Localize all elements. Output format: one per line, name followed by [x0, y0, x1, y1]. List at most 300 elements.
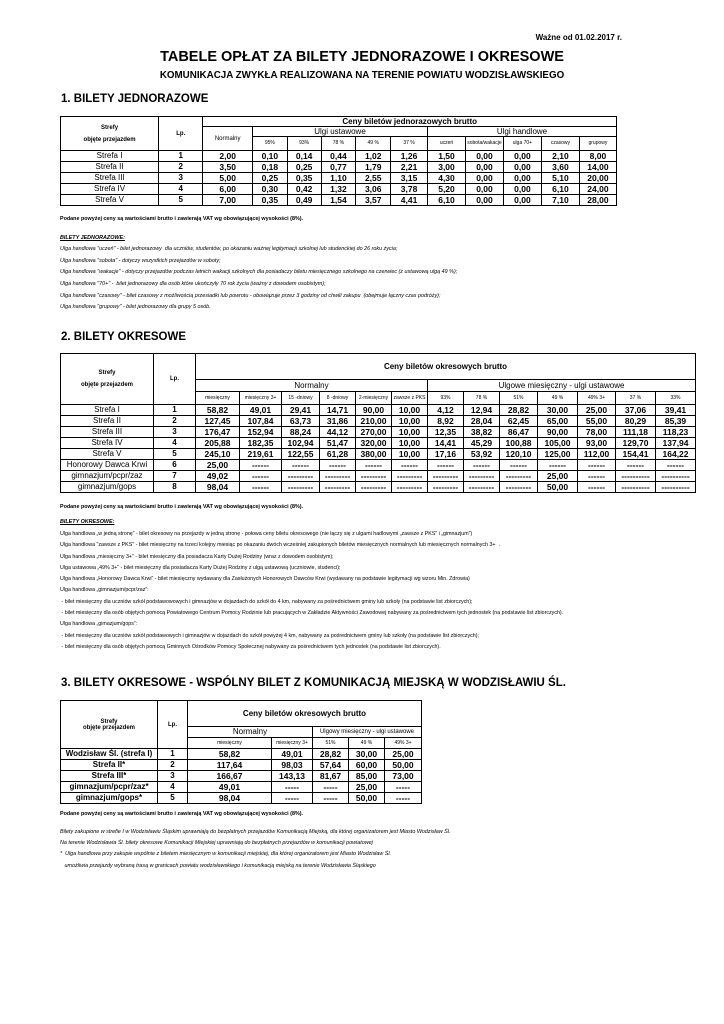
- normal-header: Normalny: [196, 380, 428, 392]
- price-cell: 20,00: [579, 173, 616, 184]
- price-cell: 100,88: [500, 438, 538, 449]
- price-cell: 25,00: [349, 782, 385, 793]
- price-cell: 38,82: [464, 427, 500, 438]
- price-cell: ----------: [616, 482, 656, 493]
- price-cell: 1,79: [356, 162, 391, 173]
- price-cell: 129,70: [616, 438, 656, 449]
- column-subheader: miesięczny: [188, 738, 272, 749]
- normal-header: Normalny: [188, 727, 313, 738]
- price-cell: 152,94: [240, 427, 282, 438]
- price-cell: 4,12: [428, 405, 464, 416]
- price-cell: 90,00: [356, 405, 392, 416]
- legend-line: Ulga handlowa "zawsze z PKS" - bilet miesięczny na trzeci kolejny miesiąc po okazaniu dwóch wcześniej zakupionych biletów miesięcznych normalnych lub miesięcznych normalnych 3+ .: [60, 542, 500, 549]
- price-cell: 80,29: [616, 416, 656, 427]
- row-number: 4: [158, 782, 188, 793]
- price-cell: 88,24: [282, 427, 320, 438]
- table-row: [61, 184, 617, 195]
- row-number: 8: [154, 482, 196, 493]
- column-subheader: 93%: [428, 392, 464, 405]
- column-subheader: miesięczny 3+: [240, 392, 282, 405]
- zone-name: Strefa I: [61, 151, 159, 162]
- table-row: [61, 793, 422, 804]
- price-cell: 270,00: [356, 427, 392, 438]
- table-row: [61, 438, 696, 449]
- price-cell: 120,10: [500, 449, 538, 460]
- price-cell: 0,00: [503, 195, 541, 206]
- column-subheader: miesięczny 3+: [272, 738, 313, 749]
- price-cell: 0,00: [503, 184, 541, 195]
- price-cell: 4,41: [391, 195, 428, 206]
- zone-name: Strefa II*: [61, 760, 158, 771]
- price-cell: 380,00: [356, 449, 392, 460]
- row-number: 1: [158, 749, 188, 760]
- price-cell: 0,44: [321, 151, 356, 162]
- price-cell: ------: [464, 460, 500, 471]
- column-subheader: 8 -dniowy: [320, 392, 356, 405]
- price-cell: 63,73: [282, 416, 320, 427]
- period-tickets-table: [60, 353, 696, 493]
- column-subheader: 78 %: [321, 137, 356, 151]
- price-cell: 117,64: [188, 760, 272, 771]
- price-cell: 25,00: [196, 460, 240, 471]
- zone-name: Wodzisław Śl. (strefa I): [61, 749, 158, 760]
- price-cell: 98,04: [196, 482, 240, 493]
- zone-name: Strefa II: [61, 416, 154, 427]
- row-number: 2: [159, 162, 203, 173]
- row-number: 4: [154, 438, 196, 449]
- price-cell: 143,13: [272, 771, 313, 782]
- price-cell: 0,42: [287, 184, 321, 195]
- price-cell: 7,00: [203, 195, 253, 206]
- price-cell: ------: [392, 460, 428, 471]
- price-cell: 3,78: [391, 184, 428, 195]
- price-cell: 14,71: [320, 405, 356, 416]
- column-subheader: 95%: [252, 137, 287, 151]
- price-cell: 49,01: [188, 782, 272, 793]
- lp-header: Lp.: [154, 354, 196, 405]
- column-subheader: 33%: [656, 392, 696, 405]
- price-cell: 0,49: [287, 195, 321, 206]
- price-cell: ------: [320, 460, 356, 471]
- price-cell: 1,26: [391, 151, 428, 162]
- price-cell: 118,23: [656, 427, 696, 438]
- price-cell: 50,00: [349, 793, 385, 804]
- price-cell: 166,67: [188, 771, 272, 782]
- section-3-vat-note: Podane powyżej ceny są wartościami brutto i zawierają VAT wg obowiązującej wysokości (8%).: [60, 811, 304, 817]
- column-subheader: uczeń: [428, 137, 466, 151]
- price-cell: 0,00: [503, 173, 541, 184]
- price-cell: ---------: [428, 482, 464, 493]
- price-cell: -----: [313, 782, 349, 793]
- row-number: 5: [159, 195, 203, 206]
- column-subheader: 49% 3+: [385, 738, 422, 749]
- price-cell: 28,04: [464, 416, 500, 427]
- valid-from-date: Ważne od 01.02.2017 r.: [535, 33, 622, 42]
- price-cell: ------: [240, 482, 282, 493]
- price-cell: 14,41: [428, 438, 464, 449]
- column-subheader: 37 %: [616, 392, 656, 405]
- price-cell: 73,00: [385, 771, 422, 782]
- price-cell: ---------: [428, 471, 464, 482]
- price-cell: 127,45: [196, 416, 240, 427]
- price-cell: ---------: [464, 482, 500, 493]
- table-row: [61, 405, 696, 416]
- zone-name: Strefa III*: [61, 771, 158, 782]
- table-row: [61, 449, 696, 460]
- price-cell: ------: [240, 460, 282, 471]
- price-cell: 50,00: [385, 760, 422, 771]
- price-cell: 10,00: [392, 449, 428, 460]
- price-cell: 0,00: [465, 184, 503, 195]
- price-cell: ---------: [282, 471, 320, 482]
- legend-line: Ulga handlowa "wakacje" - dotyczy przejazdów podczas letnich wakacji szkolnych dla posiadaczy biletu miesięcznego szkolnego na czerwiec (z ustawową ulgą 49 %);: [60, 269, 458, 276]
- price-cell: 0,14: [287, 151, 321, 162]
- price-cell: 0,30: [252, 184, 287, 195]
- price-cell: 245,10: [196, 449, 240, 460]
- price-cell: 90,00: [538, 427, 578, 438]
- legend-line: Bilety zakupione w strefie I w Wodzisławiu Śląskim uprawniają do bezpłatnych przejazdów Komunikacją Miejską, dla której organizatorem jest Miasto Wodzisław Śl.: [60, 829, 451, 835]
- statutory-discounts-header: Ulgi ustawowe: [252, 127, 427, 137]
- column-subheader: sobota/wakacje: [465, 137, 503, 151]
- column-subheader: 51%: [500, 392, 538, 405]
- price-cell: 205,88: [196, 438, 240, 449]
- price-cell: ------: [616, 460, 656, 471]
- price-cell: 122,55: [282, 449, 320, 460]
- price-cell: 49,01: [240, 405, 282, 416]
- price-cell: 12,35: [428, 427, 464, 438]
- column-subheader: 78 %: [464, 392, 500, 405]
- price-cell: 0,10: [252, 151, 287, 162]
- price-cell: 58,82: [188, 749, 272, 760]
- price-cell: 4,30: [428, 173, 466, 184]
- legend-line: - bilet miesięczny dla uczniów szkół podstawowych i gimnazjów w dojazdach do szkół powyżej 4 km, nabywany za pośrednictwem gminy lub szkoły (na podstawie list zbiorczych);: [60, 632, 479, 639]
- table-row: [61, 482, 696, 493]
- price-cell: ------: [428, 460, 464, 471]
- price-cell: 8,00: [579, 151, 616, 162]
- legend-line: Ulga handlowa "uczeń" - bilet jednorazowy dla uczniów, studentów, po okazaniu ważnej legitymacji szkolnej lub studenckiej do 26 roku życia;: [60, 246, 398, 252]
- prices-header: Ceny biletów jednorazowych brutto: [203, 117, 617, 127]
- lp-header: Lp.: [159, 117, 203, 151]
- price-cell: 0,25: [252, 173, 287, 184]
- price-cell: 107,84: [240, 416, 282, 427]
- zone-name: Strefa I: [61, 405, 154, 416]
- price-cell: 29,41: [282, 405, 320, 416]
- price-cell: 0,25: [287, 162, 321, 173]
- column-subheader: 51%: [313, 738, 349, 749]
- price-cell: 320,00: [356, 438, 392, 449]
- price-cell: 6,00: [203, 184, 253, 195]
- section-3-legend: [60, 830, 450, 875]
- column-subheader: 49 %: [538, 392, 578, 405]
- price-cell: ----------: [616, 471, 656, 482]
- zone-name: gimnazjum/gops: [61, 482, 154, 493]
- column-subheader: ulga 70+: [503, 137, 541, 151]
- table-row: [61, 151, 617, 162]
- price-cell: ------: [500, 460, 538, 471]
- legend-line: Ulga handlowa "czasowy" - bilet czasowy z możliwością przesiadki lub powrotu - obowiązuje przez 3 godziny od chwili zakupu (obejmuje łączny czas podróży);: [60, 292, 441, 299]
- prices-header: Ceny biletów okresowych brutto: [188, 701, 422, 727]
- price-cell: 1,50: [428, 151, 466, 162]
- table-row: [61, 195, 617, 206]
- price-cell: 2,00: [203, 151, 253, 162]
- price-cell: 0,00: [465, 173, 503, 184]
- zone-name: Strefa II: [61, 162, 159, 173]
- commercial-discounts-header: Ulgi handlowe: [428, 127, 617, 137]
- price-cell: 2,10: [541, 151, 579, 162]
- legend-line: - bilet miesięczny dla uczniów szkół podstawowowych i gimnazjów w dojazdach do szkół do 4 km, nabywany za pośrednictwem gminy lub szkoły (na podstawie list zbiorczych);: [60, 598, 473, 605]
- price-cell: 12,94: [464, 405, 500, 416]
- price-cell: 39,41: [656, 405, 696, 416]
- price-cell: 3,50: [203, 162, 253, 173]
- price-cell: ------: [578, 460, 616, 471]
- price-cell: 10,00: [392, 405, 428, 416]
- price-cell: 164,22: [656, 449, 696, 460]
- page-title: TABELE OPŁAT ZA BILETY JEDNORAZOWE I OKRESOWE: [160, 49, 564, 65]
- legend-line: Na terenie Wodzisławia Śl. bilety okresowe Komunikacji Miejskiej uprawniają do bezpłatnych przejazdów w komunikacji powiatowej: [60, 840, 373, 847]
- price-cell: 2,21: [391, 162, 428, 173]
- price-cell: 0,00: [465, 195, 503, 206]
- price-cell: ---------: [282, 482, 320, 493]
- price-cell: 10,00: [392, 438, 428, 449]
- row-number: 7: [154, 471, 196, 482]
- price-cell: 81,67: [313, 771, 349, 782]
- legend-line: Ulga handlowa „Honorowy Dawca Krwi” - bilet miesięczny wydawany dla Zasłużonych Honorowych Dawców Krwi (wydawany na podstawie legitymacji wg wzoru Min. Zdrowia): [60, 576, 470, 583]
- section-2-vat-note: Podane powyżej ceny są wartościami brutto i zawierają VAT wg obowiązującej wysokości (8%).: [60, 504, 304, 510]
- price-cell: 78,00: [578, 427, 616, 438]
- section-2-heading: 2. BILETY OKRESOWE: [61, 331, 187, 343]
- price-cell: 30,00: [349, 749, 385, 760]
- price-cell: -----: [272, 782, 313, 793]
- price-cell: 98,03: [272, 760, 313, 771]
- price-cell: -----: [385, 782, 422, 793]
- price-cell: -----: [313, 793, 349, 804]
- price-cell: 98,04: [188, 793, 272, 804]
- price-cell: 24,00: [579, 184, 616, 195]
- price-cell: 85,39: [656, 416, 696, 427]
- row-number: 1: [154, 405, 196, 416]
- zone-name: Strefa IV: [61, 184, 159, 195]
- price-cell: 25,00: [385, 749, 422, 760]
- price-cell: ---------: [320, 471, 356, 482]
- legend-line: Ulga handlowa "sobota" - dotyczy wszystkich przejazdów w soboty;: [60, 257, 221, 264]
- price-cell: 2,55: [356, 173, 391, 184]
- table-row: [61, 427, 696, 438]
- price-cell: 50,00: [538, 482, 578, 493]
- price-cell: 0,00: [465, 162, 503, 173]
- price-cell: ---------: [392, 471, 428, 482]
- row-number: 3: [154, 427, 196, 438]
- price-cell: ---------: [392, 482, 428, 493]
- row-number: 3: [158, 771, 188, 782]
- legend-line: Ulga handlowa „miesięczny 3+” - bilet miesięczny dla posiadacza Karty Dużej Rodziny (wraz z dowodem osobistym);: [60, 553, 334, 560]
- price-cell: 49,02: [196, 471, 240, 482]
- section-1-vat-note: Podane powyżej ceny są wartościami brutto i zawierają VAT wg obowiązującej wysokości (8%).: [60, 216, 304, 222]
- price-cell: ------: [282, 460, 320, 471]
- price-cell: 182,35: [240, 438, 282, 449]
- page-subtitle: KOMUNIKACJA ZWYKŁA REALIZOWANA NA TERENIE POWIATU WODZISŁAWSKIEGO: [159, 70, 565, 81]
- column-subheader: czasowy: [541, 137, 579, 151]
- column-subheader: 49 %: [349, 738, 385, 749]
- price-cell: 6,10: [428, 195, 466, 206]
- price-cell: 0,77: [321, 162, 356, 173]
- price-cell: 31,86: [320, 416, 356, 427]
- statutory-monthly-header: Ulgowe miesięczny - ulgi ustawowe: [428, 380, 696, 392]
- section-1-legend: [60, 247, 457, 317]
- price-cell: ---------: [500, 471, 538, 482]
- price-cell: 112,00: [578, 449, 616, 460]
- zone-name: gimnazjum/gops*: [61, 793, 158, 804]
- row-number: 1: [159, 151, 203, 162]
- price-cell: 62,45: [500, 416, 538, 427]
- price-cell: 61,28: [320, 449, 356, 460]
- legend-line: Ulga handlowa „gimazjum/gops”:: [60, 621, 138, 628]
- price-cell: 7,10: [541, 195, 579, 206]
- table-row: [61, 760, 422, 771]
- row-number: 4: [159, 184, 203, 195]
- section-2-legend: [60, 532, 563, 656]
- column-subheader: 37 %: [391, 137, 428, 151]
- price-cell: ------: [578, 471, 616, 482]
- zones-header: Strefy objęte przejazdem: [61, 117, 159, 151]
- price-cell: 3,57: [356, 195, 391, 206]
- price-cell: 0,35: [252, 195, 287, 206]
- row-number: 2: [158, 760, 188, 771]
- price-cell: ---------: [320, 482, 356, 493]
- legend-line: Ulga handlowa „gimnazjum/pcpr/zaz”:: [60, 587, 149, 594]
- section-3-heading: 3. BILETY OKRESOWE - WSPÓLNY BILET Z KOMUNIKACJĄ MIEJSKĄ W WODZISŁAWIU ŚL.: [61, 677, 566, 689]
- price-cell: 125,00: [538, 449, 578, 460]
- row-number: 5: [154, 449, 196, 460]
- price-cell: 0,00: [503, 162, 541, 173]
- price-cell: 57,64: [313, 760, 349, 771]
- price-cell: 30,00: [538, 405, 578, 416]
- zone-name: gimnazjum/pcpr/zaz: [61, 471, 154, 482]
- section-1-legend-title: BILETY JEDNORAZOWE:: [60, 235, 125, 241]
- zones-header: Strefy objęte przejazdem: [61, 354, 154, 405]
- zones-header: Strefy objęte przejazdem: [61, 701, 158, 749]
- section-2-legend-title: BILETY OKRESOWE:: [60, 519, 115, 525]
- price-cell: 3,06: [356, 184, 391, 195]
- column-subheader: 49 %: [356, 137, 391, 151]
- price-cell: 28,00: [579, 195, 616, 206]
- zone-name: Strefa IV: [61, 438, 154, 449]
- statutory-monthly-header: Ulgowy miesięczny - ulgi ustawowe: [313, 727, 422, 738]
- price-cell: 3,15: [391, 173, 428, 184]
- single-tickets-table: [60, 116, 617, 206]
- price-cell: 44,12: [320, 427, 356, 438]
- table-row: [61, 173, 617, 184]
- zone-name: Strefa III: [61, 173, 159, 184]
- price-cell: -----: [272, 793, 313, 804]
- zone-name: Strefa V: [61, 195, 159, 206]
- zone-name: Strefa III: [61, 427, 154, 438]
- price-cell: 85,00: [349, 771, 385, 782]
- zone-name: Strefa V: [61, 449, 154, 460]
- price-cell: 17,16: [428, 449, 464, 460]
- price-cell: 176,47: [196, 427, 240, 438]
- price-cell: 8,92: [428, 416, 464, 427]
- joint-tickets-table: [60, 700, 422, 804]
- table-row: [61, 771, 422, 782]
- price-cell: 102,94: [282, 438, 320, 449]
- price-cell: 0,18: [252, 162, 287, 173]
- price-cell: 6,10: [541, 184, 579, 195]
- legend-line: Ulga handlowa "grupowy" - bilet jednorazowy dla grupy 5 osób.: [60, 304, 211, 311]
- column-subheader: 15 -dniowy: [282, 392, 320, 405]
- price-cell: 55,00: [578, 416, 616, 427]
- column-subheader: 49% 3+: [578, 392, 616, 405]
- legend-line: - bilet miesięczny dla osób objętych pomocą Gminnych Ośrodków Pomocy Społecznej nabywany za pośrednictwem tych jednostek (na podstawie list zbiorczych).: [60, 643, 441, 650]
- price-cell: ------: [240, 471, 282, 482]
- price-cell: 210,00: [356, 416, 392, 427]
- price-cell: ------: [578, 482, 616, 493]
- price-cell: 37,06: [616, 405, 656, 416]
- price-cell: 1,02: [356, 151, 391, 162]
- price-cell: ------: [656, 460, 696, 471]
- price-cell: ---------: [500, 482, 538, 493]
- column-subheader: miesięczny: [196, 392, 240, 405]
- price-cell: 28,82: [313, 749, 349, 760]
- normal-header: Normalny: [203, 127, 253, 151]
- price-cell: 86,47: [500, 427, 538, 438]
- zone-name: Honorowy Dawca Krwi: [61, 460, 154, 471]
- prices-header: Ceny biletów okresowych brutto: [196, 354, 696, 380]
- price-cell: 28,82: [500, 405, 538, 416]
- table-row: [61, 460, 696, 471]
- table-row: [61, 416, 696, 427]
- price-cell: 65,00: [538, 416, 578, 427]
- price-cell: 1,54: [321, 195, 356, 206]
- price-cell: 1,32: [321, 184, 356, 195]
- column-subheader: 93%: [287, 137, 321, 151]
- table-row: [61, 782, 422, 793]
- price-cell: 1,10: [321, 173, 356, 184]
- price-cell: 0,00: [465, 151, 503, 162]
- price-cell: ---------: [356, 482, 392, 493]
- price-cell: 5,10: [541, 173, 579, 184]
- lp-header: Lp.: [158, 701, 188, 749]
- price-cell: 25,00: [538, 471, 578, 482]
- column-subheader: 2-miesięczny: [356, 392, 392, 405]
- table-row: [61, 471, 696, 482]
- price-cell: 154,41: [616, 449, 656, 460]
- price-cell: ---------: [356, 471, 392, 482]
- price-cell: ----------: [656, 482, 696, 493]
- legend-line: umożliwia przejazdy wybraną trasą w granicach powiatu wodzisławskiego i komunikacją miejską na terenie Wodzisławia Śląskiego: [60, 862, 376, 869]
- legend-line: * Ulga handlowa przy zakupie wspólnie z biletem miesięcznym w komunikacji miejskiej, dla której organizatorem jest Miasto Wodzisław Śl.: [60, 851, 392, 858]
- price-cell: 53,92: [464, 449, 500, 460]
- price-cell: 5,20: [428, 184, 466, 195]
- row-number: 6: [154, 460, 196, 471]
- price-cell: 219,61: [240, 449, 282, 460]
- row-number: 5: [158, 793, 188, 804]
- price-cell: 60,00: [349, 760, 385, 771]
- price-cell: ------: [538, 460, 578, 471]
- price-cell: 51,47: [320, 438, 356, 449]
- legend-line: Ulga handlowa "70+" - bilet jednorazowy dla osób które ukończyły 70 rok życia (ważny z dowodem osobistym);: [60, 281, 326, 288]
- price-cell: 0,00: [503, 151, 541, 162]
- price-cell: 58,82: [196, 405, 240, 416]
- price-cell: ----------: [656, 471, 696, 482]
- price-cell: 0,35: [287, 173, 321, 184]
- legend-line: Ulga ustawowa „49% 3+” - bilet miesięczny dla posiadacza Karty Dużej Rodziny z ulgą ustawową (uczniowie, studenci);: [60, 564, 341, 571]
- table-row: [61, 162, 617, 173]
- legend-line: - bilet miesięczny dla osób objętych pomocą Powiatowego Centrum Pomocy Rodzinie lub pracujących w Zakładzie Aktywności Zawodowej nabywany za pośrednictwem tych jednostek (na podstawie list zbiorczych).: [60, 610, 564, 617]
- price-cell: 25,00: [578, 405, 616, 416]
- price-cell: 5,00: [203, 173, 253, 184]
- price-cell: 10,00: [392, 427, 428, 438]
- price-cell: 137,94: [656, 438, 696, 449]
